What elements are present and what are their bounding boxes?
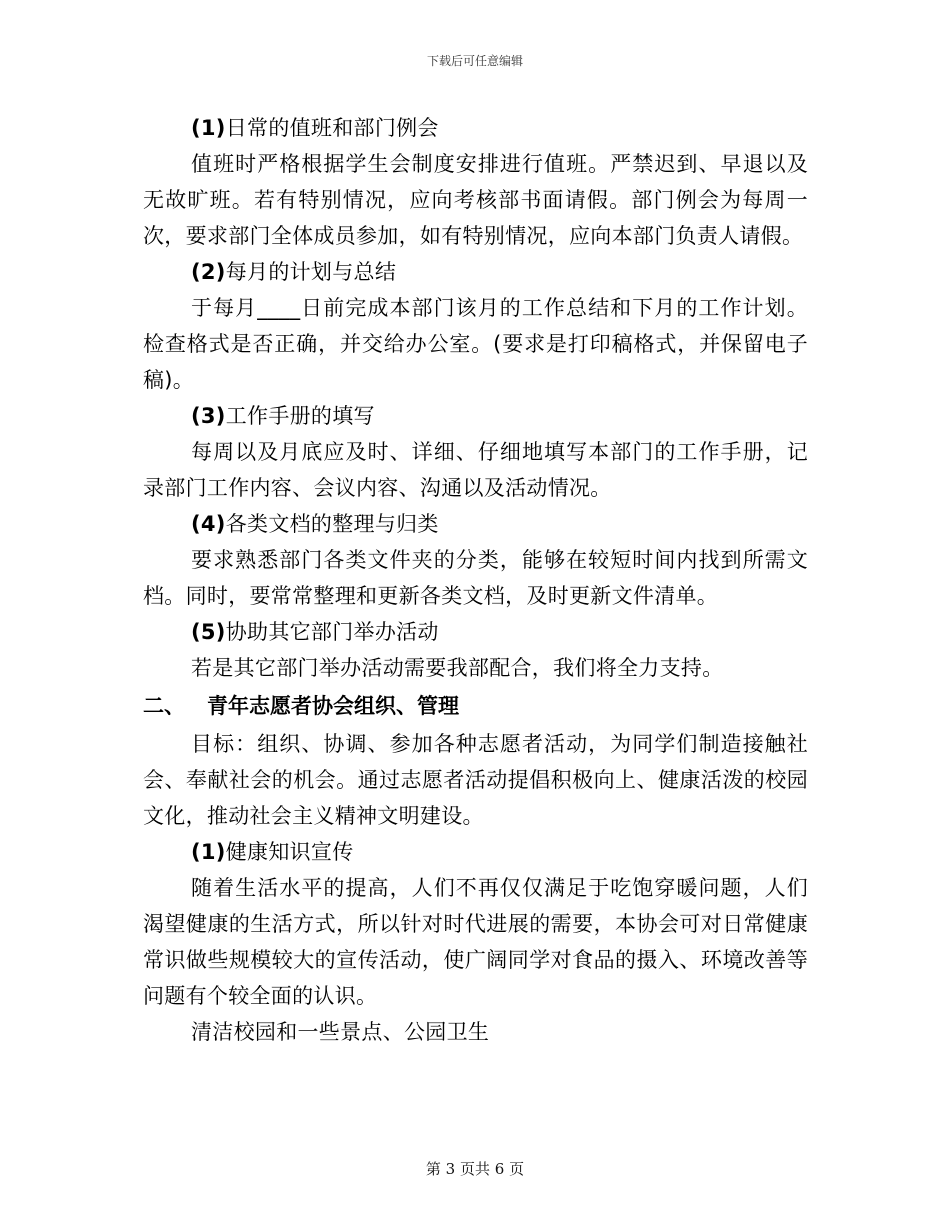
item-number: (3) <box>191 404 226 428</box>
paragraph: 值班时严格根据学生会制度安排进行值班。严禁迟到、早退以及无故旷班。若有特别情况，应向考核部书面请假。部门例会为每周一次，要求部门全体成员参加，如有特别情况，应向本部门负责人请假。 <box>143 152 808 248</box>
section-number: 二、 <box>143 694 185 718</box>
subheading-title: 每月的计划与总结 <box>225 260 397 284</box>
subheading <box>143 834 808 870</box>
item-number: (1) <box>191 116 226 140</box>
section-heading <box>143 686 808 726</box>
paragraph: 要求熟悉部门各类文件夹的分类，能够在较短时间内找到所需文档。同时，要常常整理和更新各类文档，及时更新文件清单。 <box>143 548 808 608</box>
page-footer: 第 3 页共 6 页 <box>425 1160 525 1178</box>
subheading-title: 健康知识宣传 <box>225 840 354 864</box>
page-header: 下载后可任意编辑 <box>426 54 523 68</box>
paragraph: 若是其它部门举办活动需要我部配合，我们将全力支持。 <box>191 656 724 680</box>
subheading <box>143 506 808 542</box>
paragraph: 每周以及月底应及时、详细、仔细地填写本部门的工作手册，记录部门工作内容、会议内容、沟通以及活动情况。 <box>143 440 808 500</box>
item-number: (1) <box>191 840 226 864</box>
paragraph: 于每月____日前完成本部门该月的工作总结和下月的工作计划。检查格式是否正确，并交给办公室。(要求是打印稿格式，并保留电子稿)。 <box>143 296 808 392</box>
subheading-title: 日常的值班和部门例会 <box>225 116 439 140</box>
paragraph: 目标：组织、协调、参加各种志愿者活动，为同学们制造接触社会、奉献社会的机会。通过志愿者活动提倡积极向上、健康活泼的校园文化，推动社会主义精神文明建设。 <box>143 732 808 828</box>
paragraph: 随着生活水平的提高，人们不再仅仅满足于吃饱穿暖问题，人们渴望健康的生活方式，所以针对时代进展的需要，本协会可对日常健康常识做些规模较大的宣传活动，使广阔同学对食品的摄入、环境改善等问题有个较全面的认识。 <box>143 876 808 1008</box>
subheading <box>143 254 808 290</box>
subheading <box>143 614 808 650</box>
item-number: (2) <box>191 260 226 284</box>
item-number: (4) <box>191 512 226 536</box>
subheading <box>143 398 808 434</box>
section-title: 青年志愿者协会组织、管理 <box>207 694 459 718</box>
subheading-title: 工作手册的填写 <box>225 404 375 428</box>
paragraph: 清洁校园和一些景点、公园卫生 <box>191 1020 490 1044</box>
subheading <box>143 110 808 146</box>
item-number: (5) <box>191 620 226 644</box>
subheading-title: 各类文档的整理与归类 <box>225 512 439 536</box>
document-body <box>143 110 808 1050</box>
subheading-title: 协助其它部门举办活动 <box>225 620 439 644</box>
